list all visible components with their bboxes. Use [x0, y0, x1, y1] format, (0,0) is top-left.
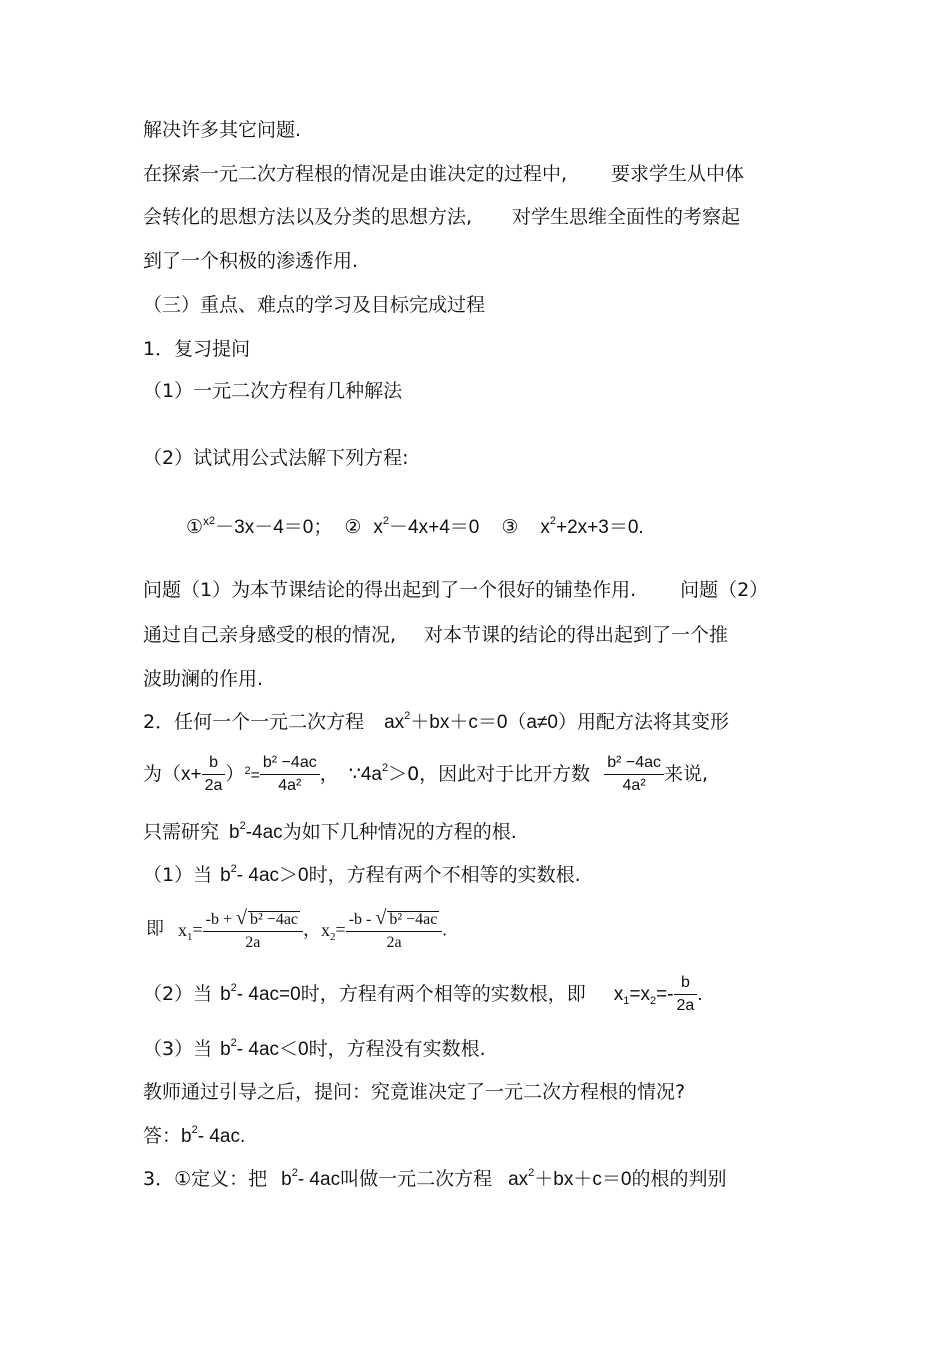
- root-x2-fraction: $\frac{\text{-b - √ b² −4ac}}{2a}$: [346, 908, 443, 951]
- case1-post: 时，方程有两个不相等的实数根.: [308, 864, 581, 886]
- case-1: [143, 863, 581, 886]
- text-line-20: 教师通过引导之后，提问：究竟谁决定了一元二次方程根的情况?: [143, 1081, 686, 1103]
- text-line-3: [143, 208, 740, 227]
- text-line-11: [143, 626, 728, 645]
- item-1-heading: 1．复习提问: [143, 338, 251, 360]
- case1-pre: （1）当: [143, 864, 213, 886]
- line15-post: 为如下几种情况的方程的根.: [282, 821, 517, 843]
- text-line-13: [143, 710, 730, 733]
- text-line-2: [143, 165, 744, 184]
- eq1: ①$^{x2}$－3x－4＝0；: [186, 514, 333, 538]
- case3-condition: $b^2-$ 4ac＜0: [220, 1037, 309, 1060]
- text-line-1: 解决许多其它问题.: [143, 119, 302, 141]
- double-root: $x_1=x_2=-$: [613, 984, 674, 1007]
- text-line-12: 波助澜的作用.: [143, 668, 264, 690]
- line14-post: 来说,: [664, 763, 709, 785]
- root-formula-line: 即 $x_1=$ $\frac{\text{-b + √ b² −4ac}}{2a}$ ，$x_2=$ $\frac{\text{-b - √ b² −4ac}}{2a}$ .: [146, 907, 447, 951]
- definition-pre: 3．①定义：把: [143, 1168, 268, 1190]
- eq3: ③ $x^2+2x+3=0$.: [501, 515, 644, 538]
- equations-line: [186, 515, 644, 537]
- text-line-2a: 在探索一元二次方程根的情况是由谁决定的过程中,: [143, 163, 568, 185]
- text-line-14: 为（x+ $\frac{b}{2a}$ ）$^2$= $\frac{\text{b² −4ac}}{\text{4a²}}$ ， $\because 4a^2>0$，因此对于比开方数 $\frac{\text{b² −4ac}}{\text{4a²}}$ 来说,: [143, 754, 709, 794]
- question-1: （1）一元二次方程有几种解法: [143, 380, 403, 402]
- text-line-3b: 对学生思维全面性的考察起: [512, 206, 741, 228]
- definition-post: 的根的判别: [631, 1168, 727, 1190]
- line13-pre: 2．任何一个一元二次方程: [143, 711, 365, 733]
- text-line-10: [143, 581, 768, 600]
- case2-pre: （2）当: [143, 983, 213, 1005]
- eq2: ② $x^2-4x+4=0$: [344, 515, 480, 538]
- fraction-discriminant: $\frac{\text{b² −4ac}}{\text{4a²}}$: [260, 755, 320, 794]
- question-2: （2）试试用公式法解下列方程:: [143, 447, 409, 469]
- definition-equation: $ax^2+bx+c=0$: [508, 1167, 632, 1190]
- case3-post: 时，方程没有实数根.: [308, 1038, 486, 1060]
- four-a-squared: $\because 4a^2$: [348, 762, 389, 785]
- definition-line: [143, 1167, 727, 1190]
- general-equation: $ax^2+bx+c=0(a\ne 0)$: [384, 710, 577, 733]
- case-3: [143, 1037, 486, 1060]
- completed-square: （x+ $\frac{b}{2a}$ ）$^2$= $\frac{\text{b² −4ac}}{\text{4a²}}$: [162, 764, 320, 785]
- fraction-discriminant-2: $\frac{\text{b² −4ac}}{\text{4a²}}$: [604, 755, 664, 794]
- line15-pre: 只需研究: [143, 821, 220, 843]
- case1-condition: $b^2-$ 4ac＞0: [220, 863, 309, 886]
- root-formula-pre: 即: [146, 918, 164, 940]
- x2-label: $x_2$: [321, 919, 336, 943]
- discriminant-expr: $b^2-4ac$: [229, 820, 283, 843]
- answer-expr: $b^2-$ 4ac.: [181, 1124, 246, 1147]
- fraction-neg-b-over-2a: $\frac{b}{2a}$: [674, 975, 698, 1014]
- line14-mid: ＞0，因此对于比开方数: [388, 763, 591, 785]
- fraction-b-over-2a: $\frac{b}{2a}$: [202, 755, 226, 794]
- text-line-15: [143, 820, 517, 843]
- text-line-3a: 会转化的思想方法以及分类的思想方法,: [143, 206, 473, 228]
- root-x1-fraction: $\frac{\text{-b + √ b² −4ac}}{2a}$: [203, 908, 303, 951]
- section-heading: （三）重点、难点的学习及目标完成过程: [143, 294, 486, 316]
- text-line-10b: 问题（2）: [680, 579, 769, 601]
- text-line-2b: 要求学生从中体: [611, 163, 745, 185]
- text-line-4: 到了一个积极的渗透作用.: [143, 250, 359, 272]
- line14-pre: 为: [143, 763, 163, 785]
- line13-post: 用配方法将其变形: [577, 711, 730, 733]
- answer-line: [143, 1124, 246, 1147]
- text-line-10a: 问题（1）为本节课结论的得出起到了一个很好的铺垫作用.: [143, 579, 637, 601]
- case2-condition: $b^2-$ 4ac=0: [220, 982, 301, 1005]
- text-line-11a: 通过自己亲身感受的根的情况,: [143, 624, 397, 646]
- text-line-11b: 对本节课的结论的得出起到了一个推: [424, 624, 729, 646]
- answer-pre: 答：: [143, 1125, 182, 1147]
- definition-mid: 叫做一元二次方程: [340, 1168, 493, 1190]
- case2-post: 时，方程有两个相等的实数根，即: [300, 983, 586, 1005]
- case-2: （2）当 $b^2-$ 4ac=0时，方程有两个相等的实数根，即 $x_1=x_2=-$ $\frac{b}{2a}$ .: [143, 974, 703, 1014]
- case3-pre: （3）当: [143, 1038, 213, 1060]
- definition-expr: $b^2-$ 4ac: [281, 1167, 341, 1190]
- x1-label: $x_1$: [178, 919, 193, 943]
